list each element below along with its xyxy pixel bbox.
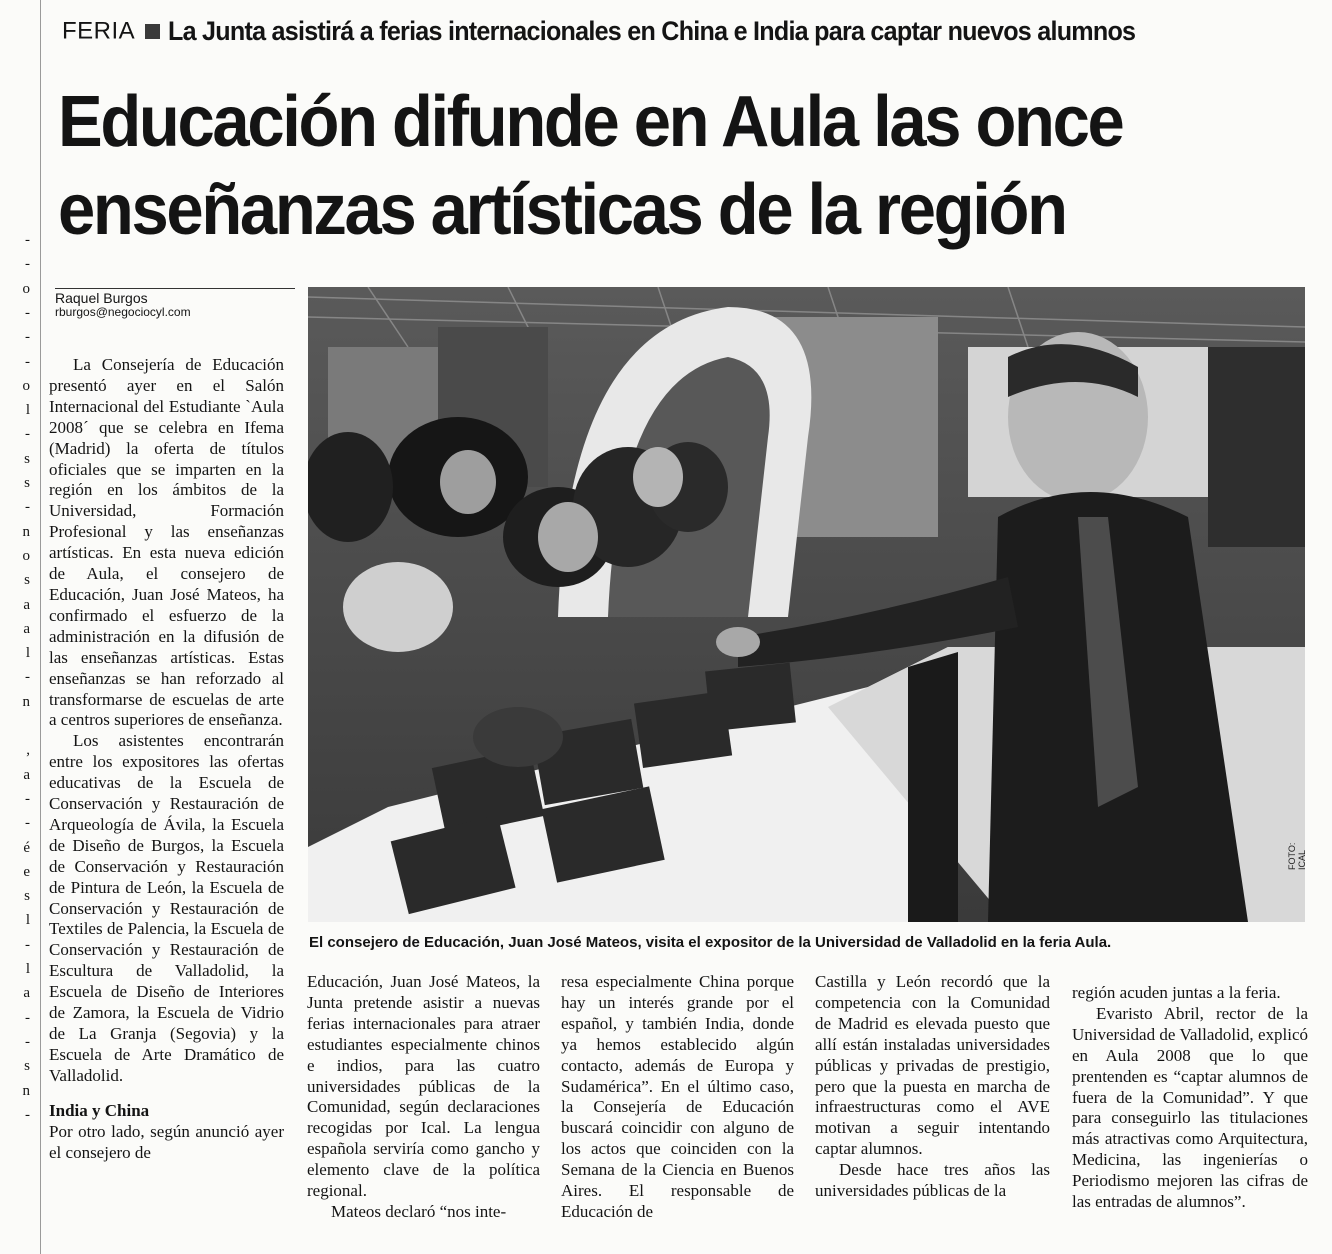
adjacent-text-fragment: l [25,645,30,662]
adjacent-text-fragment: a [23,985,30,1002]
adjacent-text-fragment: - [25,499,30,516]
adjacent-text-fragment: n [22,693,30,710]
paragraph: La Consejería de Educación presentó ayer en el Salón Internacional del Estudiante `Aula 2008´ que se celebra en Ifema (Madrid) la oferta de títulos oficiales que se imparten en la región en los ámbitos de la Universidad, Formación Profesional y las enseñanzas artísticas. En esta nueva edición de Aula, el consejero de Educación, Juan José Mateos, ha confirmado el esfuerzo de la administración en la difusión de las enseñanzas artísticas. Estas enseñanzas se han reforzado al transformarse de escuelas de arte a centros superiores de enseñanza. [49,355,284,730]
article-column-1 [49,355,284,1163]
paragraph: Mateos declaró “nos inte- [331,1201,507,1221]
adjacent-text-fragment: s [24,888,30,905]
author-email: rburgos@negociocyl.com [55,305,191,319]
paragraph: Por otro lado, según anunció ayer el consejero de [49,1121,284,1162]
adjacent-text-fragment: - [25,256,30,273]
adjacent-text-fragment: - [25,426,30,443]
adjacent-text-fragment: l [25,961,30,977]
photo-credit: FOTO: ICAL [1287,842,1307,870]
photo-caption: El consejero de Educación, Juan José Mateos, visita el expositor de la Universidad de Valladolid en la feria Aula. [309,934,1112,951]
adjacent-text-fragment: l [25,402,30,419]
adjacent-text-fragment: - [25,1106,30,1123]
kicker [62,16,1312,60]
adjacent-text-fragment: - [25,669,30,686]
adjacent-text-fragment: s [24,450,30,467]
section-subheading: India y China [49,1100,150,1120]
adjacent-text-fragment: s [24,475,30,491]
adjacent-column-edge [0,0,41,1254]
adjacent-text-fragment: , [26,742,30,759]
author-name: Raquel Burgos [55,290,148,306]
square-bullet-icon [145,24,160,39]
adjacent-text-fragment: l [25,912,30,929]
adjacent-text-fragment: a [23,766,30,783]
adjacent-text-fragment: é [23,839,30,856]
adjacent-text-fragment: n [22,1082,30,1099]
adjacent-text-fragment: - [25,1033,30,1050]
adjacent-text-fragment: - [25,790,30,807]
adjacent-text-fragment: a [23,620,30,637]
news-photo [308,287,1305,922]
article-column-2 [307,972,540,1223]
adjacent-text-fragment: o [22,547,30,564]
article-column-5 [1072,983,1308,1213]
adjacent-text-fragment: s [24,572,30,589]
article-column-4 [815,972,1050,1202]
paragraph: Castilla y León recordó que la competencia con la Comunidad de Madrid es elevada puesto que allí están instaladas universidades públicas y privadas de prestigio, pero que la puesta en marcha de infraestructuras como el AVE motivan a seguir intentando captar alumnos. [815,972,1050,1159]
adjacent-text-fragment: - [25,232,30,248]
adjacent-text-fragment: - [25,815,30,832]
headline-line-1: Educación difunde en Aula las once [58,82,1123,162]
adjacent-text-fragment: o [22,280,30,297]
headline-line-2: enseñanzas artísticas de la región [58,170,1066,250]
paragraph: resa especialmente China porque hay un interés grande por el español, y también India, donde ya hemos establecido algún contacto, además de Europa y Sudamérica”. En el último caso, la Consejería de Educación buscará coincidir con alguno de los actos que coinciden con la Semana de la Ciencia en Buenos Aires. El responsable de Educación de [561,972,794,1221]
adjacent-text-fragment: n [22,523,30,540]
article-column-3 [561,972,794,1223]
paragraph: Desde hace tres años las universidades públicas de la [815,1160,1050,1201]
adjacent-text-fragment: - [25,353,30,370]
adjacent-text-fragment: - [25,936,30,953]
adjacent-text-fragment: - [25,329,30,346]
paragraph: Los asistentes encontrarán entre los expositores las ofertas educativas de la Escuela de Conservación y Restauración de Arqueología de Ávila, la Escuela de Diseño de Burgos, la Escuela de Conservación y Restauración de Pintura de León, la Escuela de Conservación y Restauración de Textiles de Palencia, la Escuela de Conservación y Restauración de Escultura de Valladolid, la Escuela de Diseño de Interiores de Zamora, la Escuela de Vidrio de La Granja (Segovia) y la Escuela de Arte Dramático de Valladolid. [49,731,284,1085]
adjacent-text-fragment: - [25,1009,30,1026]
adjacent-text-fragment: a [23,596,30,613]
paragraph: Evaristo Abril, rector de la Universidad de Valladolid, explicó en Aula 2008 que lo que prentenden es “captar alumnos de fuera de la Comunidad”. Y que para conseguirlo las titulaciones más atractivas como Arquitectura, Medicina, las ingenierías o Periodismo mejoren las cifras de las entradas de alumnos”. [1072,1003,1308,1212]
adjacent-text-fragment: o [22,377,30,394]
byline [55,288,295,319]
kicker-subhead: La Junta asistirá a ferias internacionales en China e India para captar nuevos alumnos [168,16,1136,46]
paragraph: Educación, Juan José Mateos, la Junta pretende asistir a nuevas ferias internacionales para atraer estudiantes especialmente chinos e indios, para las cuatro universidades públicas de la Comunidad, según declaraciones recogidas por Ical. La lengua española serviría como gancho y elemento clave de la política regional. [307,972,540,1201]
paragraph: región acuden juntas a la feria. [1072,983,1281,1002]
adjacent-text-fragment: e [23,863,30,880]
headline [58,78,1230,254]
adjacent-text-fragment: - [25,304,30,321]
section-label: FERIA [62,17,136,45]
photo-illustration [308,287,1305,922]
adjacent-text-fragment: s [24,1058,30,1075]
